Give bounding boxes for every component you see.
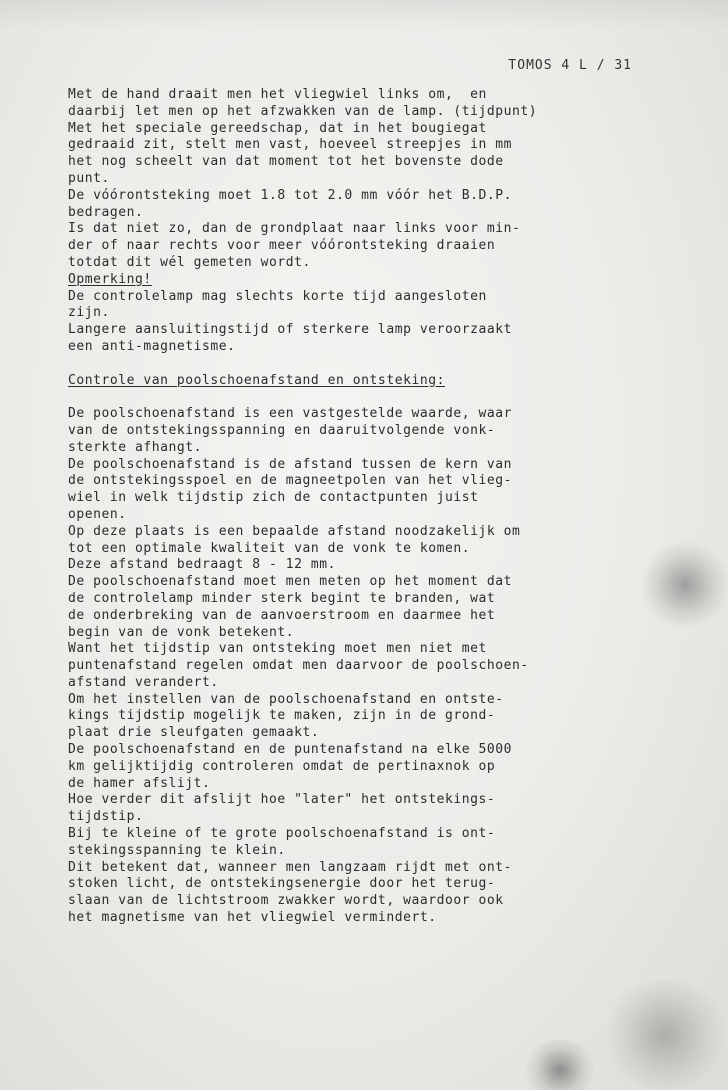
text-line: afstand verandert. bbox=[68, 674, 219, 690]
text-line: Op deze plaats is een bepaalde afstand noodzakelijk om bbox=[68, 523, 521, 539]
text-line: De poolschoenafstand is de afstand tussen de kern van bbox=[68, 456, 512, 472]
text-line: der of naar rechts voor meer vóórontsteking draaien bbox=[68, 238, 496, 254]
section-heading: Opmerking! bbox=[68, 271, 152, 287]
text-line: stoken licht, de ontstekingsenergie door het terug- bbox=[68, 876, 496, 892]
text-line: een anti-magnetisme. bbox=[68, 338, 236, 354]
text-line: tot een optimale kwaliteit van de vonk te komen. bbox=[68, 540, 471, 556]
text-line: bedragen. bbox=[68, 204, 144, 220]
text-line: Langere aansluitingstijd of sterkere lamp veroorzaakt bbox=[68, 322, 512, 338]
text-line: het magnetisme van het vliegwiel vermindert. bbox=[68, 910, 437, 926]
text-line: openen. bbox=[68, 506, 127, 522]
text-line: puntenafstand regelen omdat men daarvoor de poolschoen- bbox=[68, 658, 529, 674]
page-header: TOMOS 4 L / 31 bbox=[508, 58, 632, 73]
ink-smudge bbox=[520, 1040, 600, 1090]
text-line: De poolschoenafstand moet men meten op het moment dat bbox=[68, 574, 512, 590]
text-line: Om het instellen van de poolschoenafstand en ontste- bbox=[68, 691, 504, 707]
text-line: Is dat niet zo, dan de grondplaat naar links voor min- bbox=[68, 221, 521, 237]
text-line: De controlelamp mag slechts korte tijd aangesloten bbox=[68, 288, 487, 304]
body-text bbox=[68, 87, 628, 927]
text-line: kings tijdstip mogelijk te maken, zijn in de grond- bbox=[68, 708, 496, 724]
blank-line bbox=[68, 356, 628, 373]
text-line: gedraaid zit, stelt men vast, hoeveel streepjes in mm bbox=[68, 137, 512, 153]
blank-line bbox=[68, 389, 628, 406]
text-line: Hoe verder dit afslijt hoe "later" het ontstekings- bbox=[68, 792, 496, 808]
text-line: Bij te kleine of te grote poolschoenafstand is ont- bbox=[68, 826, 496, 842]
text-line: van de ontstekingsspanning en daaruitvolgende vonk- bbox=[68, 422, 496, 438]
text-line: het nog scheelt van dat moment tot het bovenste dode bbox=[68, 154, 504, 170]
text-line: Met het speciale gereedschap, dat in het bougiegat bbox=[68, 120, 487, 136]
text-line: zijn. bbox=[68, 305, 110, 321]
text-line: De poolschoenafstand is een vastgestelde waarde, waar bbox=[68, 406, 512, 422]
text-line: totdat dit wél gemeten wordt. bbox=[68, 254, 311, 270]
text-line: de ontstekingsspoel en de magneetpolen van het vlieg- bbox=[68, 473, 512, 489]
text-line: sterkte afhangt. bbox=[68, 439, 203, 455]
text-line: De poolschoenafstand en de puntenafstand na elke 5000 bbox=[68, 742, 512, 758]
text-line: Met de hand draait men het vliegwiel links om, en bbox=[68, 87, 487, 102]
section-heading: Controle van poolschoenafstand en ontsteking: bbox=[68, 372, 445, 388]
text-line: Dit betekent dat, wanneer men langzaam rijdt met ont- bbox=[68, 859, 512, 875]
scan-shadow bbox=[0, 0, 728, 30]
text-line: tijdstip. bbox=[68, 809, 144, 825]
text-line: slaan van de lichtstroom zwakker wordt, waardoor ook bbox=[68, 893, 504, 909]
text-line: km gelijktijdig controleren omdat de pertinaxnok op bbox=[68, 758, 496, 774]
ink-smudge bbox=[600, 980, 728, 1090]
text-line: plaat drie sleufgaten gemaakt. bbox=[68, 725, 320, 741]
text-line: de controlelamp minder sterk begint te branden, wat bbox=[68, 590, 496, 606]
text-line: Want het tijdstip van ontsteking moet men niet met bbox=[68, 641, 487, 657]
text-line: de onderbreking van de aanvoerstroom en daarmee het bbox=[68, 607, 496, 623]
text-line: stekingsspanning te klein. bbox=[68, 842, 286, 858]
text-line: begin van de vonk betekent. bbox=[68, 624, 295, 640]
text-line: wiel in welk tijdstip zich de contactpunten juist bbox=[68, 490, 479, 506]
text-line: Deze afstand bedraagt 8 - 12 mm. bbox=[68, 557, 337, 573]
text-line: daarbij let men op het afzwakken van de lamp. (tijdpunt) bbox=[68, 103, 538, 119]
text-line: de hamer afslijt. bbox=[68, 775, 211, 791]
text-line: De vóórontsteking moet 1.8 tot 2.0 mm vóór het B.D.P. bbox=[68, 187, 512, 203]
text-line: punt. bbox=[68, 170, 110, 186]
ink-smudge bbox=[640, 540, 728, 630]
